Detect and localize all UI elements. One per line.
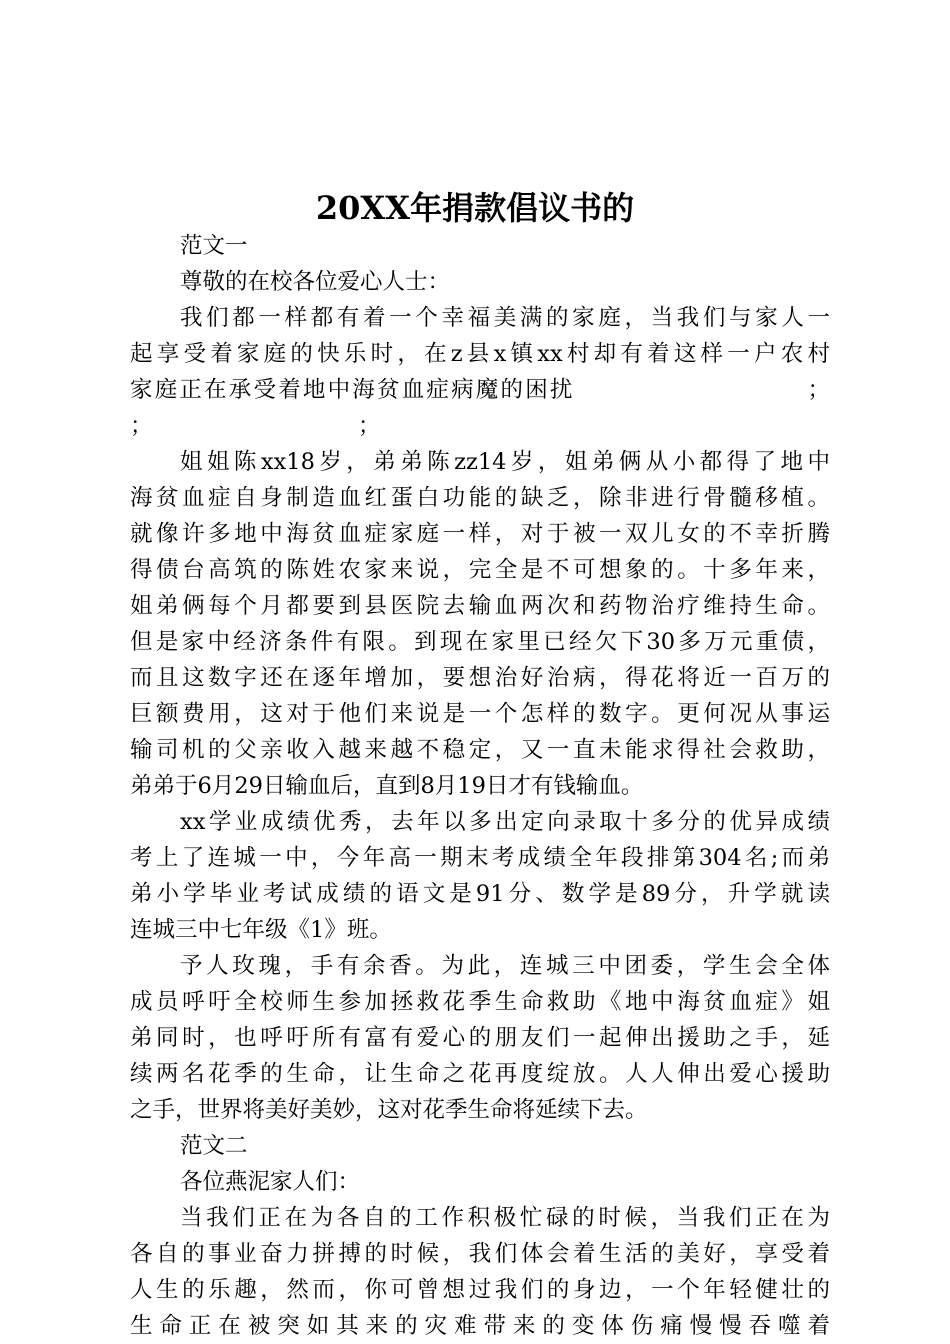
- text-line: [130, 372, 830, 408]
- paragraph-first-line: xx学业成绩优秀，去年以多出定向录取十多分的优异成绩: [180, 809, 830, 835]
- text-line: 就像许多地中海贫血症家庭一样，对于被一双儿女的不幸折腾: [130, 521, 830, 547]
- text-line: 续两名花季的生命，让生命之花再度绽放。人人伸出爱心援助: [130, 1061, 830, 1087]
- text-line: [130, 408, 830, 444]
- text-line: 起享受着家庭的快乐时，在z县x镇xx村却有着这样一户农村: [130, 341, 830, 367]
- text-line: 弟小学毕业考试成绩的语文是91分、数学是89分，升学就读: [130, 881, 830, 907]
- text-line: 海贫血症自身制造血红蛋白功能的缺乏，除非进行骨髓移植。: [130, 485, 830, 511]
- paragraph-first-line: 予人玫瑰，手有余香。为此，连城三中团委，学生会全体: [180, 953, 830, 979]
- text-line: 人生的乐趣，然而，你可曾想过我们的身边，一个年轻健壮的: [130, 1277, 830, 1303]
- text-line: 弟同时，也呼吁所有富有爱心的朋友们一起伸出援助之手，延: [130, 1025, 830, 1051]
- section-heading: 尊敬的在校各位爱心人士：: [180, 269, 451, 295]
- text-line: 得债台高筑的陈姓农家来说，完全是不可想象的。十多年来，: [130, 557, 830, 583]
- text-line: 成员呼吁全校师生参加拯救花季生命救助《地中海贫血症》姐: [130, 989, 830, 1015]
- paragraph-first-line: 我们都一样都有着一个幸福美满的家庭，当我们与家人一: [180, 305, 830, 331]
- text-line: 输司机的父亲收入越来越不稳定，又一直未能求得社会救助，: [130, 737, 830, 763]
- semicolon-mark: ；: [358, 413, 381, 439]
- paragraph-last-line: 之手，世界将美好美妙，这对花季生命将延续下去。: [130, 1097, 648, 1123]
- section-heading: 范文二: [180, 1133, 248, 1159]
- semicolon-mark: ；: [807, 377, 830, 403]
- text-line-main: 家庭正在承受着地中海贫血症病魔的困扰: [130, 377, 575, 403]
- text-line: 但是家中经济条件有限。到现在家里已经欠下30多万元重债，: [130, 629, 830, 655]
- paragraph-last-line: 弟弟于6月29日输血后，直到8月19日才有钱输血。: [130, 773, 644, 799]
- text-line: 生命正在被突如其来的灾难带来的变体伤痛慢慢吞噬着: [130, 1313, 830, 1339]
- section-heading: 范文一: [180, 233, 248, 259]
- document-body: [130, 228, 830, 1344]
- text-line: 而且这数字还在逐年增加，要想治好治病，得花将近一百万的: [130, 665, 830, 691]
- semicolon-mark: ；: [130, 413, 153, 439]
- text-line: 巨额费用，这对于他们来说是一个怎样的数字。更何况从事运: [130, 701, 830, 727]
- document-title: 20XX年捐款倡议书的: [315, 189, 635, 227]
- text-line: 各自的事业奋力拼搏的时候，我们体会着生活的美好，享受着: [130, 1241, 830, 1267]
- section-heading: 各位燕泥家人们：: [180, 1169, 361, 1195]
- paragraph-first-line: 姐姐陈xx18岁，弟弟陈zz14岁，姐弟俩从小都得了地中: [180, 449, 830, 475]
- paragraph-last-line: 连城三中七年级《1》班。: [130, 917, 392, 943]
- paragraph-first-line: 当我们正在为各自的工作积极忙碌的时候，当我们正在为: [180, 1205, 830, 1231]
- text-line: 姐弟俩每个月都要到县医院去输血两次和药物治疗维持生命。: [130, 593, 830, 619]
- text-line: 考上了连城一中，今年高一期末考成绩全年段排第304名;而弟: [130, 845, 830, 871]
